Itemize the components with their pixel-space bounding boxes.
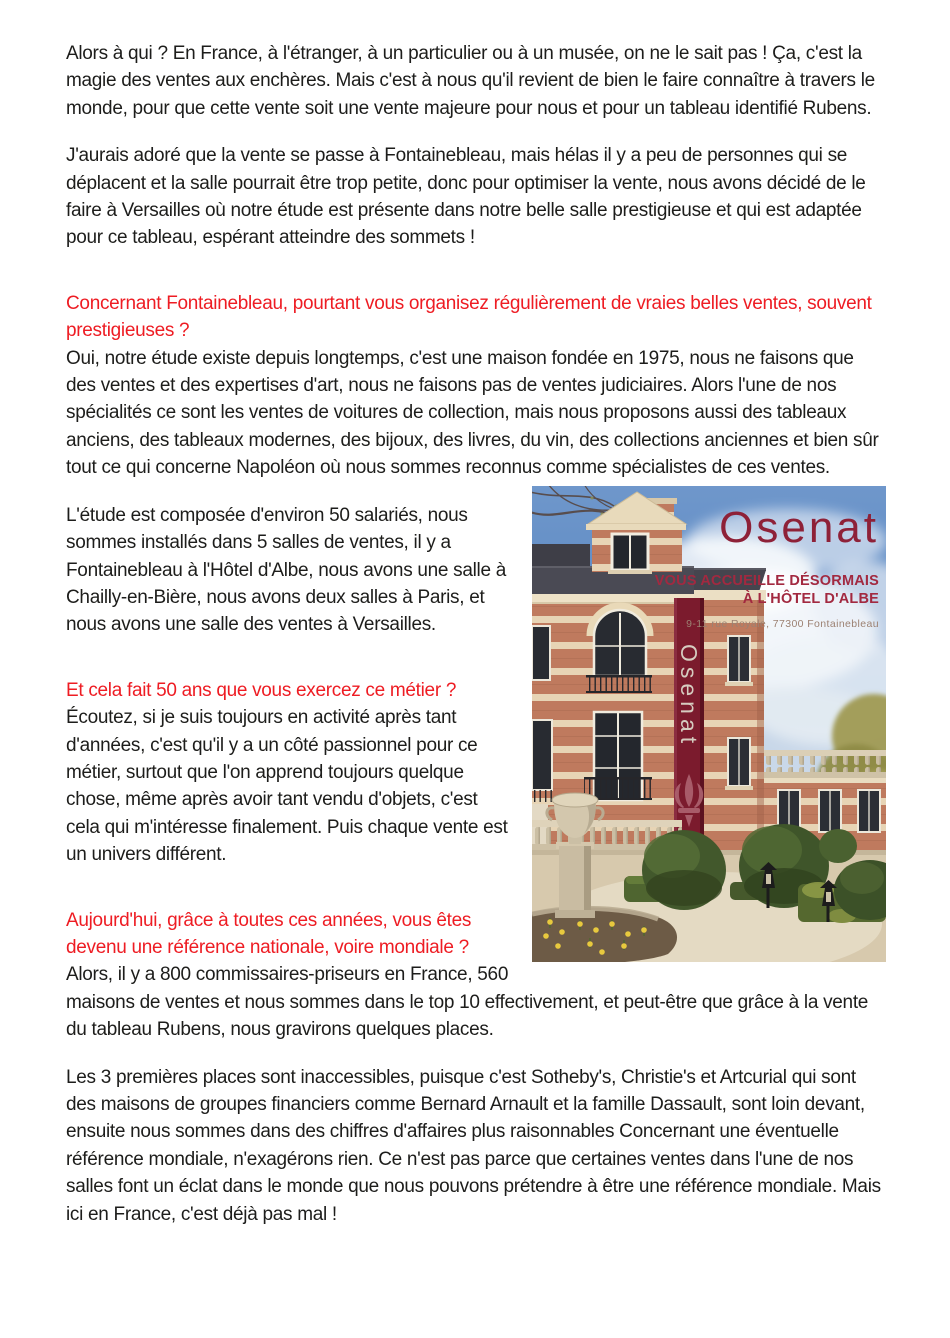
photo-headline-line1: VOUS ACCUEILLE DÉSORMAIS	[654, 572, 879, 589]
article-paragraph: Écoutez, si je suis toujours en activité après tant d'années, c'est qu'il y a un côté passionnel pour ce métier, surtout que l'on apprend toujours quelque chose, même après avoir tant vendu d'objets, c'est cela qui m'intéresse finalement. Puis chaque vente est un univers différent.	[66, 707, 508, 866]
hotel-albe-illustration	[532, 486, 886, 962]
flowerbed	[532, 907, 677, 962]
article-paragraph: Alors à qui ? En France, à l'étranger, à un particulier ou à un musée, on ne le sait pas ! Ça, c'est la magie des ventes aux enchères. Mais c'est à nous qu'il revient de bien le faire connaître à travers le monde, pour que cette vente soit une vente majeure pour nous et pour un tableau identifié Rubens.	[66, 43, 875, 119]
hotel-albe-photo	[532, 486, 886, 962]
interview-question: Et cela fait 50 ans que vous exercez ce métier ?	[66, 679, 457, 701]
interview-question: Aujourd'hui, grâce à toutes ces années, vous êtes devenu une référence nationale, voire mondiale ?	[66, 909, 472, 958]
photo-address: 9-11 rue Royale, 77300 Fontainebleau	[686, 617, 879, 630]
banner-vertical-text: Osenat	[676, 644, 702, 749]
article-paragraph-text: L'étude est composée d'environ 50 salariés, nous sommes installés dans 5 salles de ventes, il y a Fontainebleau à l'Hôtel d'Albe, nous avons une salle à Chailly-en-Bière, nous avons deux salles à Paris, et nous avons une salle des ventes à Versailles.	[66, 504, 506, 636]
photo-headline-line2: À L'HÔTEL D'ALBE	[742, 590, 879, 607]
article-paragraph: Alors, il y a 800 commissaires-priseurs en France, 560 maisons de ventes et nous sommes dans le top 10 effectivement, et peut-être que grâce à la vente du tableau Rubens, nous gravirons quelques places.	[66, 964, 869, 1041]
article-paragraph: J'aurais adoré que la vente se passe à Fontainebleau, mais hélas il y a peu de personnes qui se déplacent et la salle pourrait être trop petite, donc pour optimiser la vente, nous avons décidé de le faire à Versailles où notre étude est présente dans notre belle salle prestigieuse et qui est adaptée pour ce tableau, espérant atteindre des sommets !	[66, 145, 866, 249]
osenat-logo: Osenat	[719, 502, 879, 552]
article-paragraph: Oui, notre étude existe depuis longtemps, c'est une maison fondée en 1975, nous ne faisons que des ventes et des expertises d'art, nous ne faisons pas de ventes judiciaires. Alors l'une de nos spécialités ce sont les ventes de voitures de collection, mais nous proposons aussi des tableaux anciens, des tableaux modernes, des bijoux, des livres, du vin, des collections anciennes et bien sûr tout ce qui concerne Napoléon où nous sommes reconnus comme spécialistes de ces ventes.	[66, 347, 879, 479]
photo-headline	[655, 572, 879, 608]
interview-question: Concernant Fontainebleau, pourtant vous organisez régulièrement de vraies belles ventes, souvent prestigieuses ?	[66, 292, 872, 342]
article-paragraph: Les 3 premières places sont inaccessibles, puisque c'est Sotheby's, Christie's et Artcurial qui sont des maisons de groupes financiers comme Bernard Arnault et la famille Dassault, sont loin devant, ensuite nous sommes dans des chiffres d'affaires plus raisonnables Concernant une éventuelle référence mondiale, n'exagérons rien. Ce n'est pas parce que certaines ventes dans l'une de nos salles font un éclat dans le monde que nous pouvons prétendre à être une référence mondiale. Mais ici en France, c'est déjà pas mal !	[66, 1066, 881, 1225]
